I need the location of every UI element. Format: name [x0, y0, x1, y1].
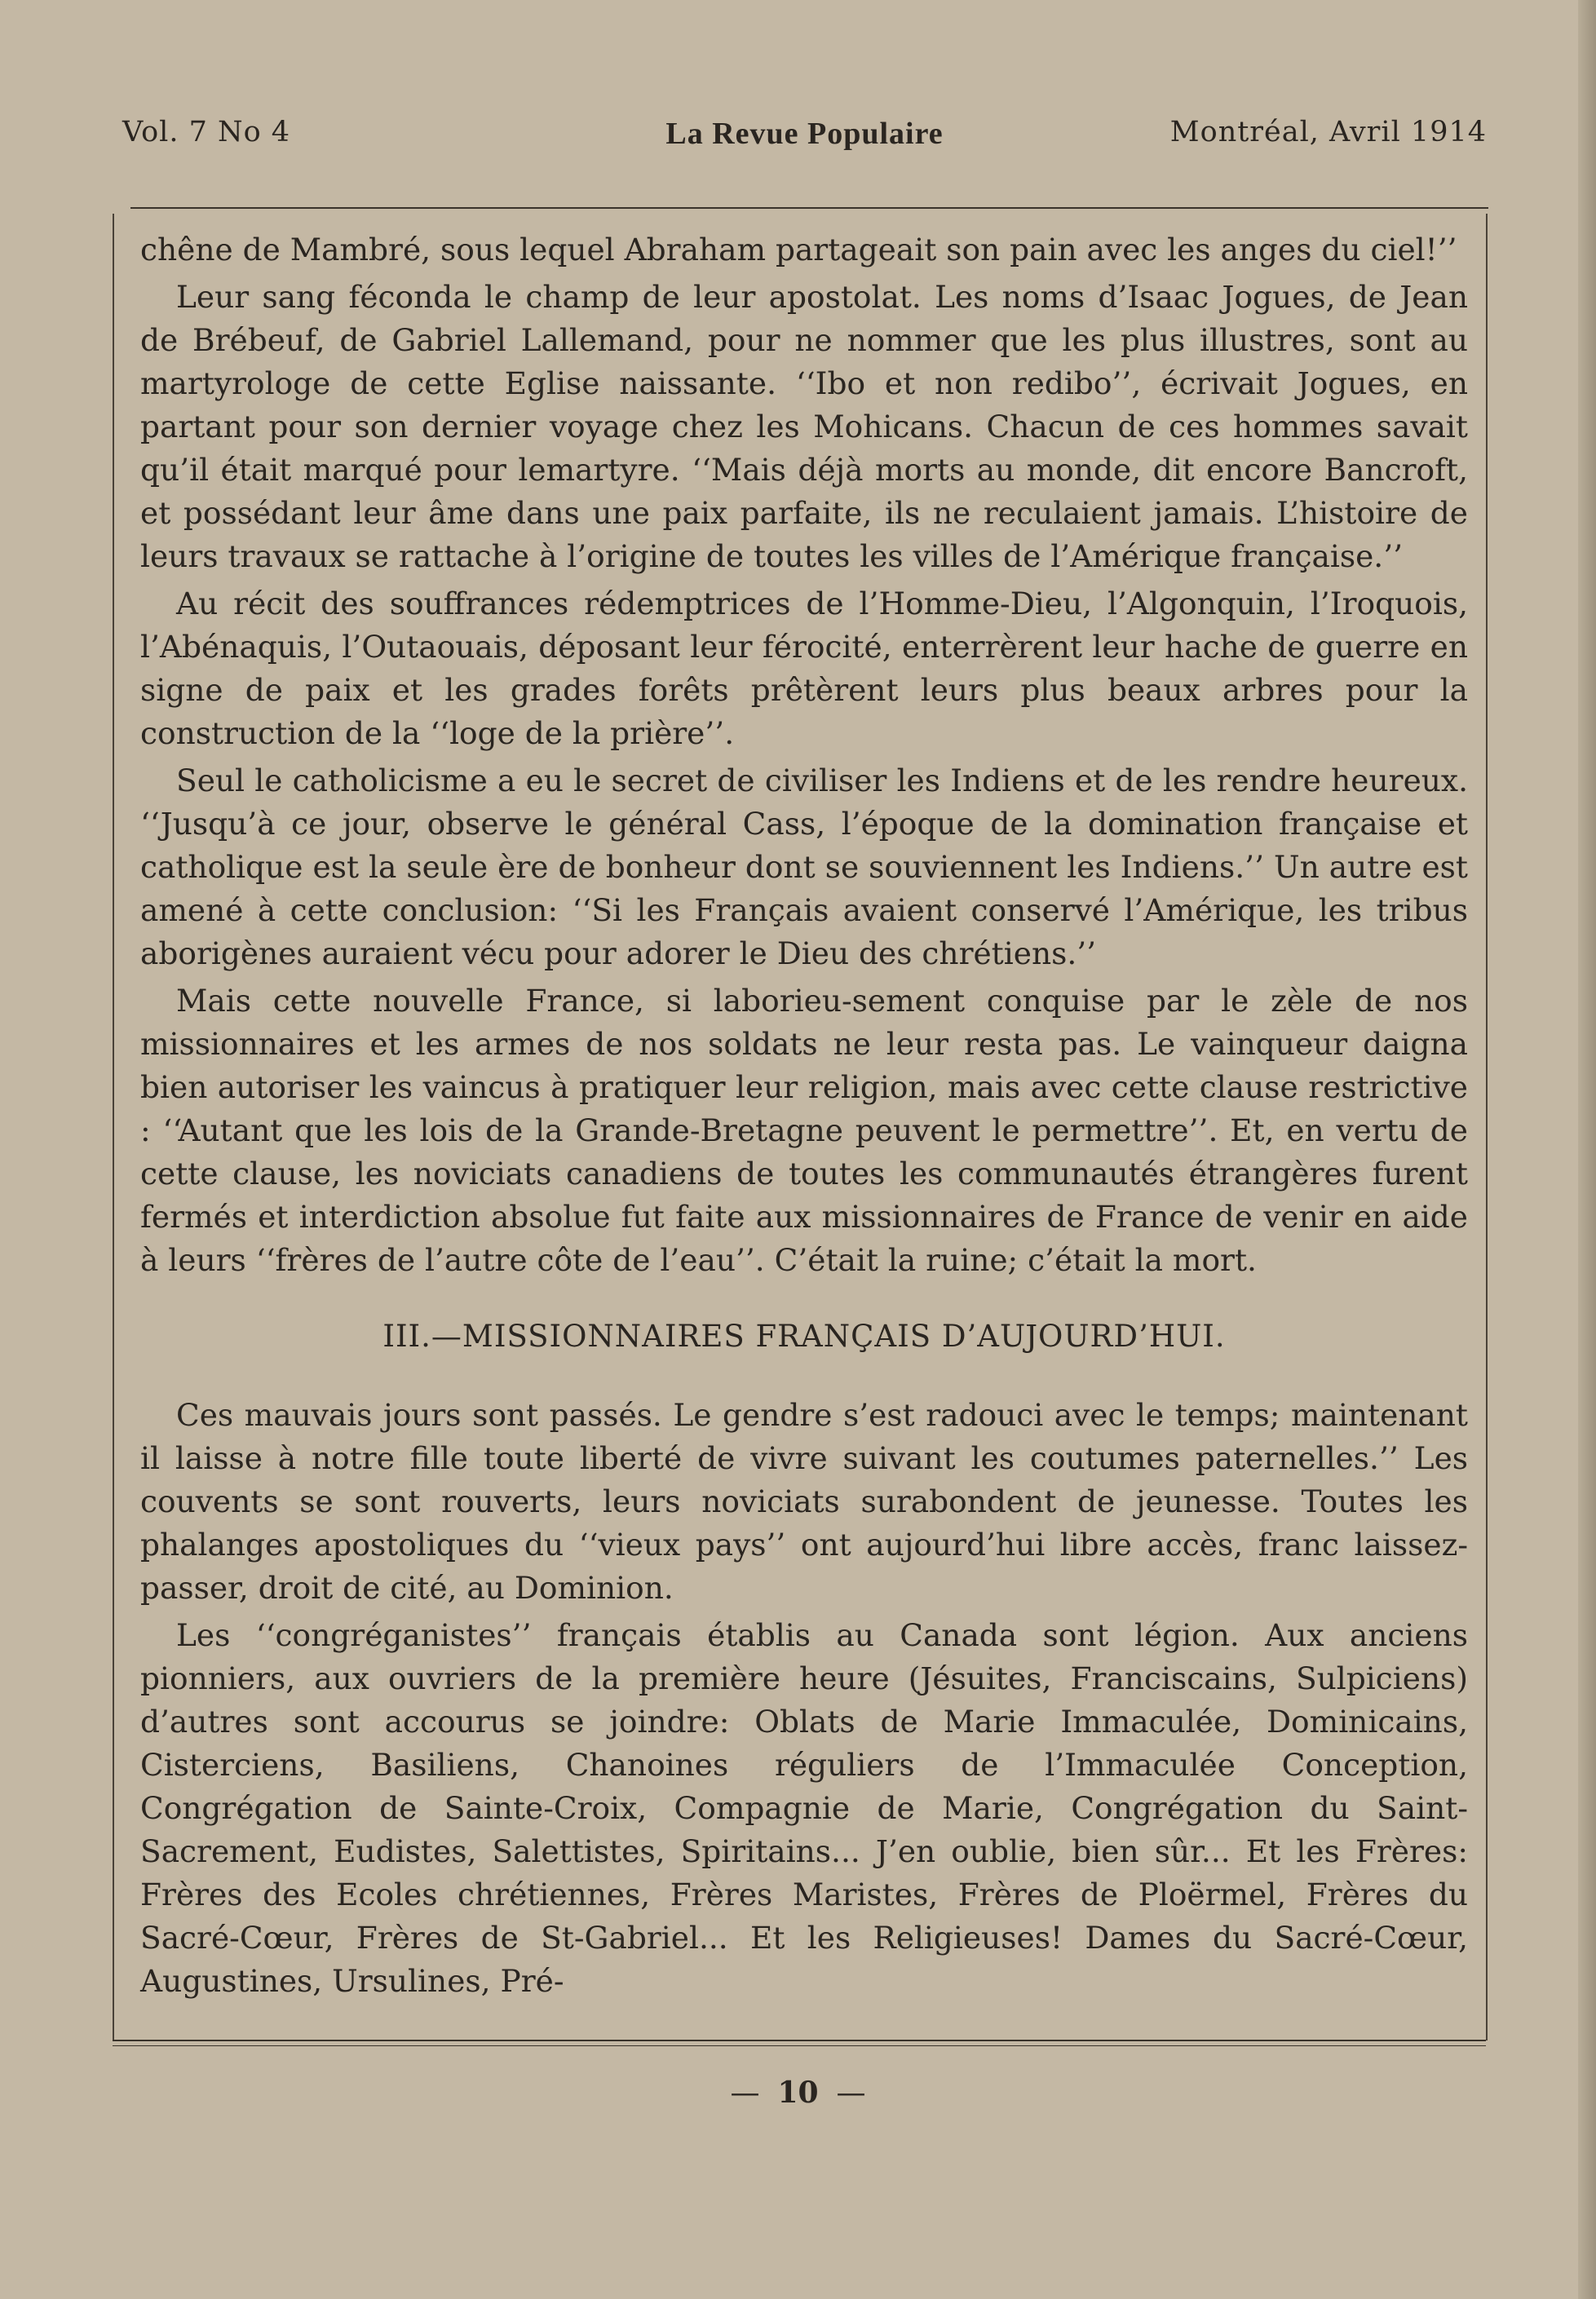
paragraph: Mais cette nouvelle France, si laborieu-sement conquise par le zèle de nos missionnaires et les armes de nos soldats ne leur resta pas. Le vainqueur daigna bien autoriser les vaincus à pratiquer leur religion, mais avec cette clause restrictive : ‘‘Autant que les lois de la Grande-Bretagne peuvent le permettre’’. Et, en vertu de cette clause, les noviciats canadiens de toutes les communautés étrangères furent fermés et interdiction absolue fut faite aux missionnaires de France de venir en aide à leurs ‘‘frères de l’autre côte de l’eau’’. C’était la ruine; c’était la mort. [140, 983, 1468, 1278]
paragraph: Leur sang féconda le champ de leur apostolat. Les noms d’Isaac Jogues, de Jean de Brébeuf, de Gabriel Lallemand, pour ne nommer que les plus illustres, sont au martyrologe de cette Eglise naissante. ‘‘Ibo et non redibo’’, écrivait Jogues, en partant pour son dernier voyage chez les Mohicans. Chacun de ces hommes savait qu’il était marqué pour lemartyre. ‘‘Mais déjà morts au monde, dit encore Bancroft, et possédant leur âme dans une paix parfaite, ils ne reculaient jamais. L’histoire de leurs travaux se rattache à l’origine de toutes les villes de l’Amérique française.’’ [140, 279, 1468, 574]
volume-number: Vol. 7 No 4 [122, 116, 291, 148]
section-heading: III.—MISSIONNAIRES FRANÇAIS D’AUJOURD’HUI. [382, 1319, 1226, 1354]
page-number [0, 2076, 1596, 2110]
folio-dash-left: — [730, 2076, 760, 2110]
page-number-value: 10 [777, 2076, 819, 2110]
paragraph: Ces mauvais jours sont passés. Le gendre s’est radouci avec le temps; maintenant il laisse à notre fille toute liberté de vivre suivant les coutumes paternelles.’’ Les couvents se sont rouverts, leurs noviciats surabondent de jeunesse. Toutes les phalanges apostoliques du ‘‘vieux pays’’ ont aujourd’hui libre accès, franc laissez-passer, droit de cité, au Dominion. [140, 1397, 1468, 1606]
paragraph: Les ‘‘congréganistes’’ français établis au Canada sont légion. Aux anciens pionniers, aux ouvriers de la première heure (Jésuites, Franciscains, Sulpiciens) d’autres sont accourus se joindre: Oblats de Marie Immaculée, Dominicains, Cisterciens, Basiliens, Chanoines réguliers de l’Immaculée Conception, Congrégation de Sainte-Croix, Compagnie de Marie, Congrégation du Saint-Sacrement, Eudistes, Salettistes, Spiritains... J’en oublie, bien sûr... Et les Frères: Frères des Ecoles chrétiennes, Frères Maristes, Frères de Ploërmel, Frères du Sacré-Cœur, Frères de St-Gabriel... Et les Religieuses! Dames du Sacré-Cœur, Augustines, Ursulines, Pré- [140, 1617, 1468, 1999]
paragraph: chêne de Mambré, sous lequel Abraham partageait son pain avec les anges du ciel!’’ [140, 232, 1457, 267]
journal-title: La Revue Populaire [665, 117, 944, 151]
paragraph: Au récit des souffrances rédemptrices de l’Homme-Dieu, l’Algonquin, l’Iroquois, l’Abénaquis, l’Outaouais, déposant leur férocité, enterrèrent leur hache de guerre en signe de paix et les grades forêts prêtèrent leurs plus beaux arbres pour la construction de la ‘‘loge de la prière’’. [140, 586, 1468, 751]
footer-rule-thin [113, 2045, 1486, 2046]
issue-date: Montréal, Avril 1914 [1169, 116, 1487, 148]
header-rule [130, 207, 1488, 209]
footer-rule [113, 2040, 1486, 2041]
folio-dash-right: — [836, 2076, 866, 2110]
running-header [122, 116, 1487, 157]
article-body [140, 228, 1468, 2007]
paragraph: Seul le catholicisme a eu le secret de civiliser les Indiens et de les rendre heureux. ‘‘Jusqu’à ce jour, observe le général Cass, l’époque de la domination française et catholique est la seule ère de bonheur dont se souviennent les Indiens.’’ Un autre est amené à cette conclusion: ‘‘Si les Français avaient conservé l’Amérique, les tribus aborigènes auraient vécu pour adorer le Dieu des chrétiens.’’ [140, 763, 1468, 971]
page-edge [1578, 0, 1596, 2299]
